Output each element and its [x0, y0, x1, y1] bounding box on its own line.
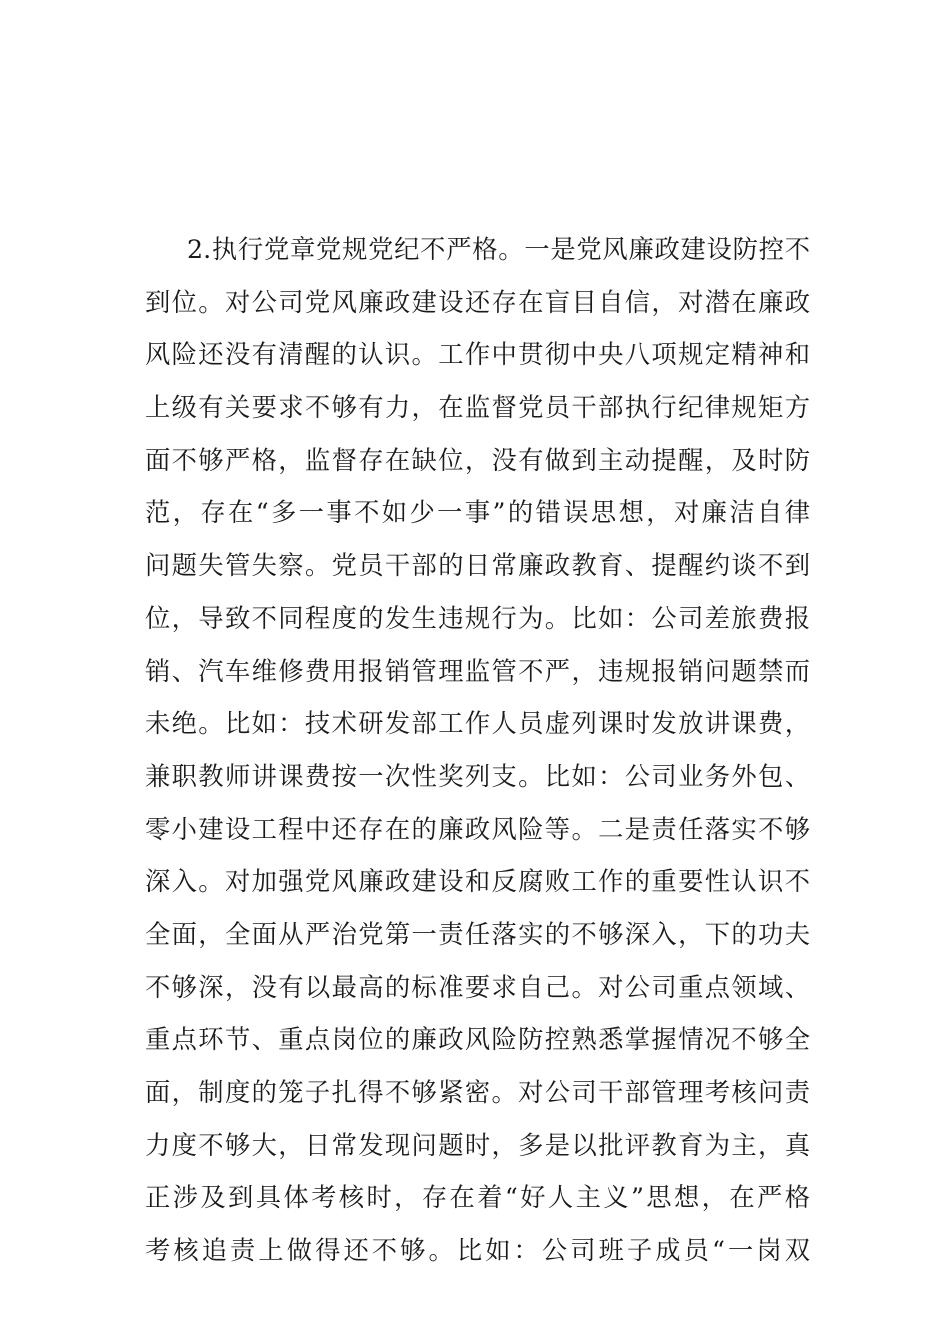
- paragraph-line: 面，制度的笼子扎得不够紧密。对公司干部管理考核问责: [145, 1078, 810, 1107]
- body-paragraph: [145, 229, 810, 1283]
- paragraph-line: 不够深，没有以最高的标准要求自己。对公司重点领域、: [145, 972, 810, 1002]
- paragraph-line: 问题失管失察。党员干部的日常廉政教育、提醒约谈不到: [145, 551, 810, 581]
- paragraph-line: 重点环节、重点岗位的廉政风险防控熟悉掌握情况不够全: [145, 1025, 810, 1055]
- paragraph-line: 正涉及到具体考核时，存在着“好人主义”思想，在严格: [145, 1183, 810, 1213]
- paragraph-line: 零小建设工程中还存在的廉政风险等。二是责任落实不够: [145, 814, 810, 844]
- paragraph-line: 销、汽车维修费用报销管理监管不严，违规报销问题禁而: [145, 656, 810, 686]
- paragraph-line: 位，导致不同程度的发生违规行为。比如：公司差旅费报: [145, 603, 810, 633]
- paragraph-line: 兼职教师讲课费按一次性奖列支。比如：公司业务外包、: [145, 761, 810, 791]
- paragraph-line: 深入。对加强党风廉政建设和反腐败工作的重要性认识不: [145, 867, 810, 897]
- paragraph-line: 力度不够大，日常发现问题时，多是以批评教育为主，真: [145, 1130, 810, 1160]
- paragraph-line: 范，存在“多一事不如少一事”的错误思想，对廉洁自律: [145, 498, 810, 528]
- paragraph-line: 全面，全面从严治党第一责任落实的不够深入，下的功夫: [145, 919, 810, 949]
- paragraph-line: 未绝。比如：技术研发部工作人员虚列课时发放讲课费，: [145, 709, 810, 739]
- paragraph-line: 上级有关要求不够有力，在监督党员干部执行纪律规矩方: [145, 393, 810, 423]
- paragraph-line: 面不够严格，监督存在缺位，没有做到主动提醒，及时防: [145, 445, 810, 475]
- paragraph-line: 风险还没有清醒的认识。工作中贯彻中央八项规定精神和: [145, 340, 810, 370]
- paragraph-line: 考核追责上做得还不够。比如：公司班子成员“一岗双: [145, 1236, 810, 1266]
- paragraph-line: 到位。对公司党风廉政建设还存在盲目自信，对潜在廉政: [145, 287, 810, 317]
- paragraph-line: 2.执行党章党规党纪不严格。一是党风廉政建设防控不: [187, 235, 810, 264]
